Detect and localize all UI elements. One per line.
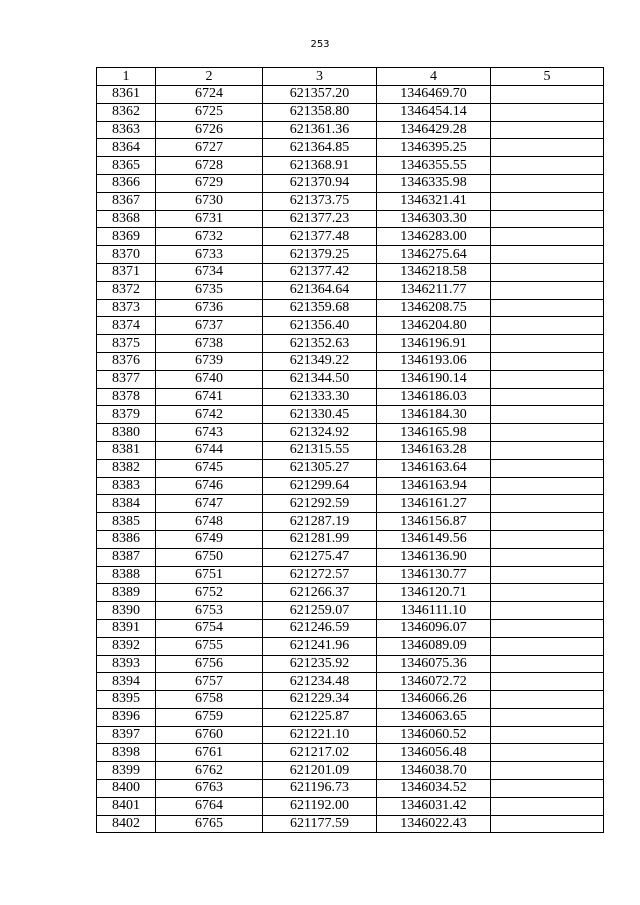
cell-note (491, 797, 604, 815)
cell-x-coordinate: 621356.40 (263, 317, 377, 335)
cell-y-coordinate: 1346303.30 (377, 210, 491, 228)
cell-point-number: 6761 (156, 744, 263, 762)
cell-note (491, 708, 604, 726)
cell-y-coordinate: 1346063.65 (377, 708, 491, 726)
table-body (97, 86, 604, 833)
cell-y-coordinate: 1346031.42 (377, 797, 491, 815)
table-row (97, 388, 604, 406)
cell-point-number: 6752 (156, 584, 263, 602)
cell-note (491, 228, 604, 246)
column-header-3: 3 (263, 68, 377, 86)
cell-y-coordinate: 1346161.27 (377, 495, 491, 513)
table-row (97, 548, 604, 566)
table-row (97, 441, 604, 459)
cell-row-number: 8390 (97, 602, 156, 620)
table-row (97, 655, 604, 673)
cell-x-coordinate: 621229.34 (263, 691, 377, 709)
cell-point-number: 6729 (156, 174, 263, 192)
cell-row-number: 8372 (97, 281, 156, 299)
cell-point-number: 6725 (156, 103, 263, 121)
cell-note (491, 619, 604, 637)
cell-note (491, 210, 604, 228)
cell-x-coordinate: 621324.92 (263, 424, 377, 442)
cell-x-coordinate: 621359.68 (263, 299, 377, 317)
cell-row-number: 8381 (97, 441, 156, 459)
cell-x-coordinate: 621192.00 (263, 797, 377, 815)
cell-note (491, 815, 604, 833)
cell-note (491, 388, 604, 406)
cell-x-coordinate: 621364.64 (263, 281, 377, 299)
cell-row-number: 8393 (97, 655, 156, 673)
cell-y-coordinate: 1346056.48 (377, 744, 491, 762)
cell-point-number: 6744 (156, 441, 263, 459)
cell-row-number: 8386 (97, 530, 156, 548)
table-row (97, 263, 604, 281)
cell-y-coordinate: 1346190.14 (377, 370, 491, 388)
table-row (97, 121, 604, 139)
cell-point-number: 6736 (156, 299, 263, 317)
cell-x-coordinate: 621333.30 (263, 388, 377, 406)
cell-y-coordinate: 1346204.80 (377, 317, 491, 335)
cell-note (491, 691, 604, 709)
cell-point-number: 6743 (156, 424, 263, 442)
cell-x-coordinate: 621246.59 (263, 619, 377, 637)
cell-x-coordinate: 621221.10 (263, 726, 377, 744)
cell-y-coordinate: 1346335.98 (377, 174, 491, 192)
cell-y-coordinate: 1346130.77 (377, 566, 491, 584)
cell-x-coordinate: 621379.25 (263, 246, 377, 264)
cell-y-coordinate: 1346120.71 (377, 584, 491, 602)
cell-note (491, 281, 604, 299)
table-row (97, 584, 604, 602)
table-row (97, 530, 604, 548)
cell-point-number: 6757 (156, 673, 263, 691)
cell-y-coordinate: 1346275.64 (377, 246, 491, 264)
cell-note (491, 370, 604, 388)
cell-note (491, 744, 604, 762)
cell-point-number: 6726 (156, 121, 263, 139)
cell-y-coordinate: 1346038.70 (377, 762, 491, 780)
cell-row-number: 8369 (97, 228, 156, 246)
table-row (97, 103, 604, 121)
cell-y-coordinate: 1346186.03 (377, 388, 491, 406)
cell-note (491, 246, 604, 264)
table-row (97, 281, 604, 299)
table-row (97, 673, 604, 691)
table-row (97, 619, 604, 637)
table-row (97, 566, 604, 584)
cell-y-coordinate: 1346163.94 (377, 477, 491, 495)
cell-point-number: 6727 (156, 139, 263, 157)
cell-point-number: 6764 (156, 797, 263, 815)
table-row (97, 210, 604, 228)
cell-note (491, 530, 604, 548)
cell-point-number: 6738 (156, 335, 263, 353)
table-row (97, 335, 604, 353)
table-row (97, 708, 604, 726)
cell-row-number: 8374 (97, 317, 156, 335)
cell-y-coordinate: 1346196.91 (377, 335, 491, 353)
cell-note (491, 299, 604, 317)
cell-row-number: 8399 (97, 762, 156, 780)
table-row (97, 86, 604, 104)
cell-y-coordinate: 1346136.90 (377, 548, 491, 566)
cell-row-number: 8401 (97, 797, 156, 815)
cell-y-coordinate: 1346184.30 (377, 406, 491, 424)
cell-y-coordinate: 1346208.75 (377, 299, 491, 317)
cell-x-coordinate: 621299.64 (263, 477, 377, 495)
cell-x-coordinate: 621377.48 (263, 228, 377, 246)
cell-note (491, 121, 604, 139)
cell-note (491, 174, 604, 192)
cell-point-number: 6742 (156, 406, 263, 424)
table-row (97, 299, 604, 317)
cell-x-coordinate: 621235.92 (263, 655, 377, 673)
cell-note (491, 655, 604, 673)
cell-row-number: 8371 (97, 263, 156, 281)
cell-point-number: 6737 (156, 317, 263, 335)
cell-point-number: 6765 (156, 815, 263, 833)
cell-note (491, 495, 604, 513)
cell-x-coordinate: 621373.75 (263, 192, 377, 210)
table-row (97, 424, 604, 442)
cell-row-number: 8363 (97, 121, 156, 139)
table-row (97, 726, 604, 744)
cell-x-coordinate: 621349.22 (263, 352, 377, 370)
cell-point-number: 6730 (156, 192, 263, 210)
cell-y-coordinate: 1346096.07 (377, 619, 491, 637)
cell-row-number: 8376 (97, 352, 156, 370)
table-row (97, 406, 604, 424)
cell-point-number: 6763 (156, 780, 263, 798)
table-row (97, 317, 604, 335)
cell-x-coordinate: 621225.87 (263, 708, 377, 726)
table-row (97, 495, 604, 513)
table-row (97, 352, 604, 370)
cell-x-coordinate: 621241.96 (263, 637, 377, 655)
cell-row-number: 8361 (97, 86, 156, 104)
table-row (97, 228, 604, 246)
cell-x-coordinate: 621315.55 (263, 441, 377, 459)
table-row (97, 459, 604, 477)
cell-point-number: 6747 (156, 495, 263, 513)
cell-row-number: 8380 (97, 424, 156, 442)
cell-note (491, 192, 604, 210)
cell-row-number: 8384 (97, 495, 156, 513)
table-row (97, 174, 604, 192)
column-header-4: 4 (377, 68, 491, 86)
cell-point-number: 6745 (156, 459, 263, 477)
cell-row-number: 8394 (97, 673, 156, 691)
coordinates-table (96, 67, 604, 833)
table-row (97, 637, 604, 655)
cell-x-coordinate: 621358.80 (263, 103, 377, 121)
cell-row-number: 8365 (97, 157, 156, 175)
cell-note (491, 602, 604, 620)
cell-note (491, 566, 604, 584)
cell-point-number: 6748 (156, 513, 263, 531)
table-row (97, 815, 604, 833)
cell-point-number: 6762 (156, 762, 263, 780)
cell-y-coordinate: 1346395.25 (377, 139, 491, 157)
table-row (97, 780, 604, 798)
cell-point-number: 6746 (156, 477, 263, 495)
cell-x-coordinate: 621344.50 (263, 370, 377, 388)
cell-y-coordinate: 1346321.41 (377, 192, 491, 210)
cell-point-number: 6756 (156, 655, 263, 673)
cell-point-number: 6740 (156, 370, 263, 388)
column-header-1: 1 (97, 68, 156, 86)
cell-point-number: 6741 (156, 388, 263, 406)
cell-note (491, 673, 604, 691)
cell-x-coordinate: 621370.94 (263, 174, 377, 192)
table-row (97, 762, 604, 780)
cell-row-number: 8382 (97, 459, 156, 477)
cell-row-number: 8373 (97, 299, 156, 317)
cell-row-number: 8370 (97, 246, 156, 264)
cell-note (491, 780, 604, 798)
table-row (97, 157, 604, 175)
cell-note (491, 513, 604, 531)
cell-point-number: 6750 (156, 548, 263, 566)
cell-row-number: 8364 (97, 139, 156, 157)
cell-row-number: 8367 (97, 192, 156, 210)
table-row (97, 477, 604, 495)
cell-note (491, 263, 604, 281)
table-row (97, 602, 604, 620)
cell-row-number: 8378 (97, 388, 156, 406)
table-row (97, 513, 604, 531)
cell-note (491, 726, 604, 744)
column-header-5: 5 (491, 68, 604, 86)
cell-point-number: 6759 (156, 708, 263, 726)
cell-x-coordinate: 621364.85 (263, 139, 377, 157)
cell-x-coordinate: 621259.07 (263, 602, 377, 620)
cell-note (491, 762, 604, 780)
cell-x-coordinate: 621368.91 (263, 157, 377, 175)
cell-row-number: 8397 (97, 726, 156, 744)
cell-note (491, 441, 604, 459)
cell-x-coordinate: 621287.19 (263, 513, 377, 531)
cell-point-number: 6731 (156, 210, 263, 228)
cell-row-number: 8391 (97, 619, 156, 637)
table-row (97, 246, 604, 264)
cell-x-coordinate: 621201.09 (263, 762, 377, 780)
cell-y-coordinate: 1346165.98 (377, 424, 491, 442)
cell-point-number: 6753 (156, 602, 263, 620)
cell-row-number: 8398 (97, 744, 156, 762)
cell-x-coordinate: 621330.45 (263, 406, 377, 424)
cell-y-coordinate: 1346022.43 (377, 815, 491, 833)
page-number: 253 (310, 39, 330, 50)
cell-x-coordinate: 621272.57 (263, 566, 377, 584)
cell-row-number: 8396 (97, 708, 156, 726)
cell-y-coordinate: 1346283.00 (377, 228, 491, 246)
cell-x-coordinate: 621217.02 (263, 744, 377, 762)
cell-row-number: 8366 (97, 174, 156, 192)
column-header-2: 2 (156, 68, 263, 86)
cell-note (491, 424, 604, 442)
cell-y-coordinate: 1346218.58 (377, 263, 491, 281)
cell-y-coordinate: 1346060.52 (377, 726, 491, 744)
table-row (97, 139, 604, 157)
cell-row-number: 8395 (97, 691, 156, 709)
cell-y-coordinate: 1346149.56 (377, 530, 491, 548)
cell-x-coordinate: 621196.73 (263, 780, 377, 798)
cell-y-coordinate: 1346211.77 (377, 281, 491, 299)
cell-row-number: 8362 (97, 103, 156, 121)
cell-note (491, 335, 604, 353)
cell-row-number: 8402 (97, 815, 156, 833)
cell-point-number: 6724 (156, 86, 263, 104)
cell-y-coordinate: 1346429.28 (377, 121, 491, 139)
cell-note (491, 477, 604, 495)
cell-row-number: 8379 (97, 406, 156, 424)
cell-point-number: 6749 (156, 530, 263, 548)
cell-row-number: 8377 (97, 370, 156, 388)
cell-point-number: 6732 (156, 228, 263, 246)
cell-x-coordinate: 621352.63 (263, 335, 377, 353)
cell-point-number: 6728 (156, 157, 263, 175)
cell-row-number: 8368 (97, 210, 156, 228)
cell-y-coordinate: 1346111.10 (377, 602, 491, 620)
cell-x-coordinate: 621361.36 (263, 121, 377, 139)
cell-x-coordinate: 621357.20 (263, 86, 377, 104)
cell-note (491, 459, 604, 477)
cell-x-coordinate: 621281.99 (263, 530, 377, 548)
cell-y-coordinate: 1346075.36 (377, 655, 491, 673)
cell-y-coordinate: 1346156.87 (377, 513, 491, 531)
table-row (97, 744, 604, 762)
cell-x-coordinate: 621266.37 (263, 584, 377, 602)
cell-x-coordinate: 621292.59 (263, 495, 377, 513)
cell-point-number: 6739 (156, 352, 263, 370)
cell-row-number: 8385 (97, 513, 156, 531)
cell-y-coordinate: 1346193.06 (377, 352, 491, 370)
cell-y-coordinate: 1346089.09 (377, 637, 491, 655)
cell-note (491, 584, 604, 602)
cell-row-number: 8388 (97, 566, 156, 584)
cell-x-coordinate: 621377.23 (263, 210, 377, 228)
cell-y-coordinate: 1346163.28 (377, 441, 491, 459)
cell-note (491, 317, 604, 335)
cell-y-coordinate: 1346454.14 (377, 103, 491, 121)
cell-x-coordinate: 621305.27 (263, 459, 377, 477)
cell-note (491, 157, 604, 175)
cell-row-number: 8389 (97, 584, 156, 602)
cell-note (491, 637, 604, 655)
cell-x-coordinate: 621177.59 (263, 815, 377, 833)
cell-point-number: 6760 (156, 726, 263, 744)
cell-point-number: 6734 (156, 263, 263, 281)
cell-note (491, 103, 604, 121)
table-row (97, 192, 604, 210)
table-row (97, 797, 604, 815)
cell-point-number: 6754 (156, 619, 263, 637)
table-row (97, 691, 604, 709)
cell-row-number: 8400 (97, 780, 156, 798)
cell-y-coordinate: 1346034.52 (377, 780, 491, 798)
cell-row-number: 8383 (97, 477, 156, 495)
cell-note (491, 352, 604, 370)
cell-point-number: 6735 (156, 281, 263, 299)
cell-note (491, 139, 604, 157)
cell-x-coordinate: 621234.48 (263, 673, 377, 691)
cell-x-coordinate: 621275.47 (263, 548, 377, 566)
cell-row-number: 8392 (97, 637, 156, 655)
table-header-row (97, 68, 604, 86)
cell-point-number: 6755 (156, 637, 263, 655)
cell-point-number: 6751 (156, 566, 263, 584)
cell-row-number: 8375 (97, 335, 156, 353)
cell-x-coordinate: 621377.42 (263, 263, 377, 281)
cell-point-number: 6758 (156, 691, 263, 709)
cell-y-coordinate: 1346066.26 (377, 691, 491, 709)
cell-point-number: 6733 (156, 246, 263, 264)
cell-y-coordinate: 1346469.70 (377, 86, 491, 104)
cell-y-coordinate: 1346072.72 (377, 673, 491, 691)
cell-row-number: 8387 (97, 548, 156, 566)
table-row (97, 370, 604, 388)
cell-note (491, 86, 604, 104)
cell-y-coordinate: 1346163.64 (377, 459, 491, 477)
cell-y-coordinate: 1346355.55 (377, 157, 491, 175)
cell-note (491, 406, 604, 424)
cell-note (491, 548, 604, 566)
